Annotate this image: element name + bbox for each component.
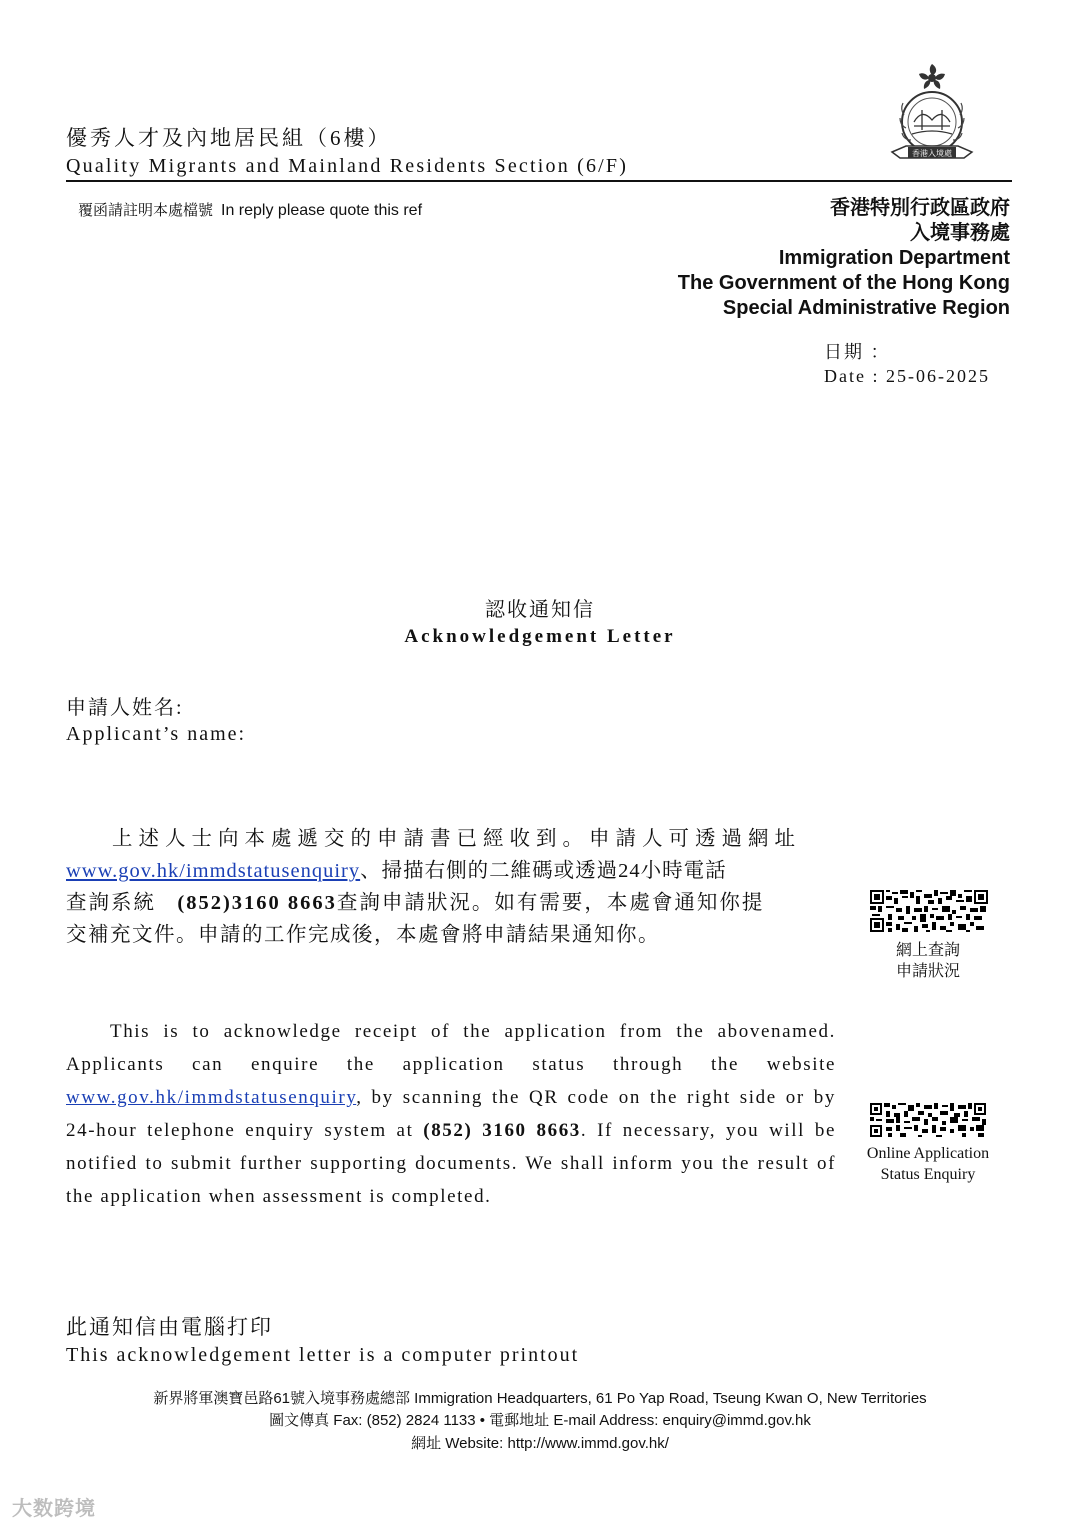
reference-label-zh: 覆函請註明本處檔號 [78,202,214,219]
body-en-part-3: . If necessary, you will be notified to submit further supporting documents. We shall inform you the result of the application when assessment is completed. [66,1120,836,1207]
body-zh-line-2 [66,853,727,883]
department-name-en-2: The Government of the Hong Kong [677,272,1010,294]
qr-caption-zh [860,940,996,982]
letter-title-en: Acknowledgement Letter [404,626,676,647]
applicant-label-en: Applicant’s name: [66,723,247,745]
reference-label-en: In reply please quote this ref [221,202,423,219]
body-en-part-2: , by scanning the QR code on the right side or by 24-hour telephone enquiry system at [66,1087,836,1141]
body-en-paragraph [66,1015,836,1213]
body-zh-line-3-b: 查詢申請狀況。如有需要，本處會通知你提 [336,892,765,914]
qr-caption-zh-1: 網上查詢 [895,942,960,959]
status-enquiry-link-en[interactable]: www.gov.hk/immdstatusenquiry [66,1087,357,1108]
body-zh-line-2-text: 、掃描右側的二維碼或透過24小時電話 [360,860,727,882]
body-en-part-1: This is to acknowledge receipt of the application from the abovenamed. Applicants can enquire the application status through the website [66,1021,836,1075]
department-block [678,196,1010,321]
department-name-zh-1: 香港特別行政區政府 [830,197,1010,219]
qr-caption-en [850,1143,1006,1185]
body-zh-line-3-a: 查詢系統 [66,892,156,914]
letter-title-zh: 認收通知信 [485,599,595,621]
footer-contact: 圖文傳真 Fax: (852) 2824 1133 • 電郵地址 E-mail Address: enquiry@immd.gov.hk [269,1412,811,1429]
department-name-zh-2: 入境事務處 [910,222,1010,244]
footer-website: 網址 Website: http://www.immd.gov.hk/ [411,1435,669,1452]
department-name-en-3: Special Administrative Region [722,297,1010,319]
qr-caption-en-2: Status Enquiry [880,1166,976,1183]
applicant-label-zh: 申請人姓名: [66,697,184,719]
footer-address: 新界將軍澳寶邑路61號入境事務處總部 Immigration Headquarters, 61 Po Yap Road, Tseung Kwan O, New Territories [153,1390,927,1407]
qr-caption-zh-2: 申請狀況 [895,963,960,980]
printout-note-en: This acknowledgement letter is a computer printout [66,1344,580,1366]
reference-line [78,199,422,220]
section-name-en: Quality Migrants and Mainland Residents Section (6/F) [66,155,629,177]
qr-code-en[interactable] [870,1103,986,1137]
date-value: Date : 25-06-2025 [824,366,990,386]
immigration-emblem-logo [886,60,978,168]
date-label-zh: 日期 ： [824,342,891,362]
svg-text:香港入境處: 香港入境處 [912,149,952,158]
section-name-zh: 優秀人才及內地居民組（6樓） [66,126,392,150]
status-enquiry-link-zh[interactable]: www.gov.hk/immdstatusenquiry [66,860,361,882]
enquiry-phone-en: (852) 3160 8663 [423,1120,581,1141]
body-zh-line-4: 交補充文件。申請的工作完成後，本處會將申請結果通知你。 [66,924,660,946]
date-block [824,340,990,388]
header-divider [66,180,1012,182]
printout-note-zh: 此通知信由電腦打印 [66,1315,273,1339]
watermark-logo: 大数跨境 [12,1498,96,1520]
body-zh-line-3 [66,885,764,915]
department-name-en-1: Immigration Department [778,247,1010,269]
qr-caption-en-1: Online Application [866,1145,990,1162]
enquiry-phone-zh: (852)3160 8663 [177,892,337,914]
qr-code-zh[interactable] [870,890,988,932]
body-zh-line-1: 上述人士向本處遞交的申請書已經收到。申請人可透過網址 [112,828,801,850]
